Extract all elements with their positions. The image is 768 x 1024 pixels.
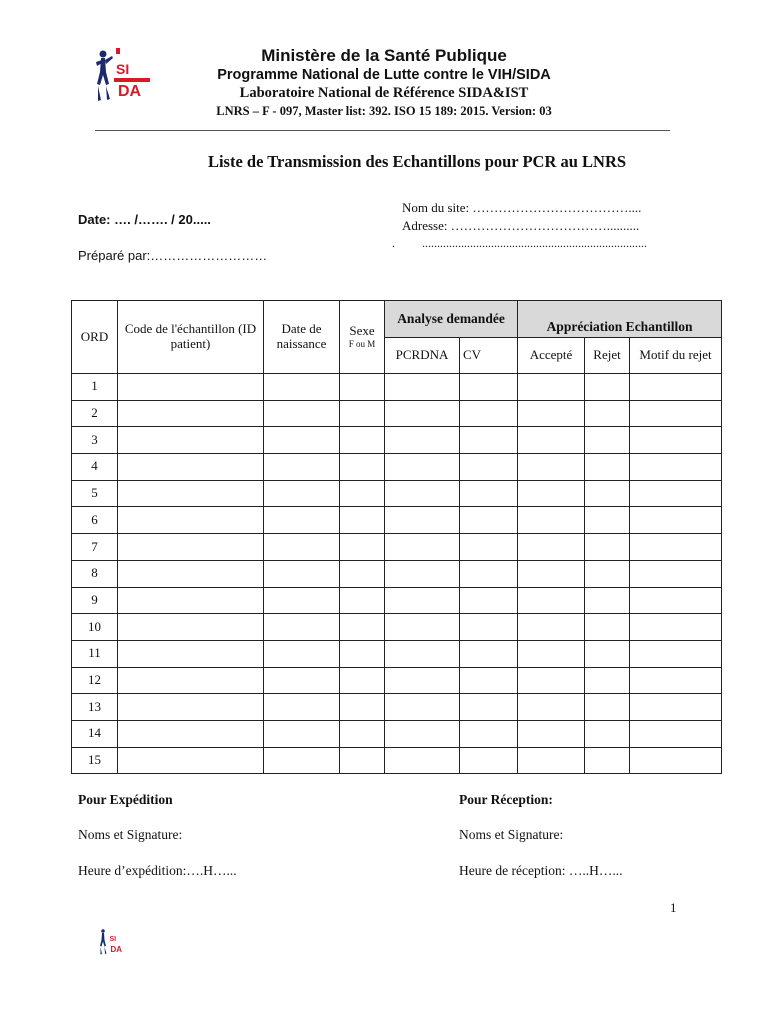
entry-cell[interactable]: [264, 534, 340, 561]
entry-cell[interactable]: [264, 374, 340, 401]
entry-cell[interactable]: [585, 507, 630, 534]
entry-cell[interactable]: [630, 454, 722, 481]
table-row: [72, 720, 722, 747]
entry-cell[interactable]: [460, 400, 518, 427]
reception-time[interactable]: Heure de réception: …..H…...: [459, 863, 623, 878]
svg-text:DA: DA: [118, 83, 142, 100]
entry-cell[interactable]: [630, 480, 722, 507]
header-programme: Programme National de Lutte contre le VIH/SIDA: [217, 67, 551, 83]
entry-cell[interactable]: [630, 560, 722, 587]
entry-cell[interactable]: [118, 694, 264, 721]
row-number: 7: [72, 534, 118, 561]
svg-text:SI: SI: [116, 61, 130, 77]
entry-cell[interactable]: [630, 374, 722, 401]
entry-cell[interactable]: [340, 374, 385, 401]
entry-cell[interactable]: [630, 640, 722, 667]
row-number: 1: [72, 374, 118, 401]
entry-cell[interactable]: [118, 534, 264, 561]
table-row: [72, 640, 722, 667]
header-laboratory: Laboratoire National de Référence SIDA&IST: [239, 85, 529, 101]
header-reference: LNRS – F - 097, Master list: 392. ISO 15 189: 2015. Version: 03: [216, 104, 552, 118]
reception-signature[interactable]: Noms et Signature:: [459, 827, 564, 842]
document-title: Liste de Transmission des Echantillons pour PCR au LNRS: [207, 152, 627, 171]
site-name-field[interactable]: Nom du site: ………………………………....: [402, 200, 642, 215]
column-dob: Date de naissance: [264, 301, 340, 374]
entry-cell[interactable]: [585, 534, 630, 561]
entry-cell[interactable]: [460, 747, 518, 774]
table-row: [72, 694, 722, 721]
header-divider: [95, 130, 670, 131]
entry-cell[interactable]: [630, 667, 722, 694]
row-number: 11: [72, 640, 118, 667]
entry-cell[interactable]: [518, 507, 585, 534]
entry-cell[interactable]: [385, 454, 460, 481]
entry-cell[interactable]: [340, 427, 385, 454]
entry-cell[interactable]: [460, 667, 518, 694]
entry-cell[interactable]: [385, 614, 460, 641]
entry-cell[interactable]: [630, 614, 722, 641]
entry-cell[interactable]: [264, 640, 340, 667]
row-number: 5: [72, 480, 118, 507]
entry-cell[interactable]: [385, 374, 460, 401]
column-pcrdna: PCRDNA: [385, 338, 460, 374]
entry-cell[interactable]: [585, 454, 630, 481]
row-number: 2: [72, 400, 118, 427]
entry-cell[interactable]: [630, 534, 722, 561]
date-field[interactable]: Date: …. /……. / 20.....: [78, 212, 211, 227]
entry-cell[interactable]: [385, 587, 460, 614]
person-figure-icon: [100, 929, 107, 954]
column-ord: ORD: [72, 301, 118, 374]
entry-cell[interactable]: [340, 454, 385, 481]
table-row: [72, 374, 722, 401]
entry-cell[interactable]: [118, 480, 264, 507]
entry-cell[interactable]: [630, 507, 722, 534]
entry-cell[interactable]: [518, 614, 585, 641]
entry-cell[interactable]: [518, 587, 585, 614]
entry-cell[interactable]: [118, 454, 264, 481]
entry-cell[interactable]: [460, 587, 518, 614]
group-appreciation: Appréciation Echantillon: [518, 301, 722, 338]
entry-cell[interactable]: [385, 507, 460, 534]
entry-cell[interactable]: [118, 640, 264, 667]
entry-cell[interactable]: [518, 560, 585, 587]
entry-cell[interactable]: [460, 507, 518, 534]
entry-cell[interactable]: [518, 534, 585, 561]
entry-cell[interactable]: [460, 694, 518, 721]
row-number: 14: [72, 720, 118, 747]
table-row: [72, 400, 722, 427]
address-field[interactable]: Adresse: ………………………………..........: [402, 218, 640, 233]
entry-cell[interactable]: [630, 747, 722, 774]
column-cv: CV: [460, 338, 518, 374]
entry-cell[interactable]: [264, 694, 340, 721]
entry-cell[interactable]: [340, 640, 385, 667]
column-code: Code de l'échantillon (ID patient): [118, 301, 264, 374]
entry-cell[interactable]: [460, 720, 518, 747]
entry-cell[interactable]: [118, 614, 264, 641]
entry-cell[interactable]: [460, 374, 518, 401]
sexe-sub-label: F ou M: [348, 339, 376, 350]
entry-cell[interactable]: [385, 480, 460, 507]
entry-cell[interactable]: [518, 480, 585, 507]
entry-cell[interactable]: [118, 747, 264, 774]
entry-cell[interactable]: [385, 534, 460, 561]
entry-cell[interactable]: [585, 587, 630, 614]
entry-cell[interactable]: [340, 507, 385, 534]
row-number: 15: [72, 747, 118, 774]
table-row: [72, 534, 722, 561]
column-accepte: Accepté: [518, 338, 585, 374]
expedition-time[interactable]: Heure d’expédition:….H…...: [78, 863, 237, 878]
table-row: [72, 560, 722, 587]
entry-cell[interactable]: [630, 400, 722, 427]
table-row: [72, 480, 722, 507]
table-row: [72, 454, 722, 481]
entry-cell[interactable]: [340, 694, 385, 721]
table-row: [72, 667, 722, 694]
entry-cell[interactable]: [630, 694, 722, 721]
entry-cell[interactable]: [585, 667, 630, 694]
entry-cell[interactable]: [518, 640, 585, 667]
entry-cell[interactable]: [518, 747, 585, 774]
table-row: [72, 427, 722, 454]
entry-cell[interactable]: [585, 560, 630, 587]
address-line2-field[interactable]: . ...........................................................................: [392, 236, 647, 250]
table-row: [72, 747, 722, 774]
row-number: 3: [72, 427, 118, 454]
entry-cell[interactable]: [518, 667, 585, 694]
entry-cell[interactable]: [264, 720, 340, 747]
entry-cell[interactable]: [518, 454, 585, 481]
table-row: [72, 614, 722, 641]
entry-cell[interactable]: [518, 694, 585, 721]
entry-cell[interactable]: [585, 427, 630, 454]
svg-text:SI: SI: [109, 936, 117, 943]
entry-cell[interactable]: [460, 614, 518, 641]
sexe-label: Sexe: [349, 323, 375, 339]
entry-cell[interactable]: [264, 507, 340, 534]
entry-cell[interactable]: [340, 587, 385, 614]
sample-table: [71, 300, 722, 774]
entry-cell[interactable]: [385, 720, 460, 747]
entry-cell[interactable]: [518, 374, 585, 401]
entry-cell[interactable]: [340, 480, 385, 507]
entry-cell[interactable]: [585, 614, 630, 641]
entry-cell[interactable]: [518, 400, 585, 427]
entry-cell[interactable]: [385, 747, 460, 774]
entry-cell[interactable]: [385, 694, 460, 721]
entry-cell[interactable]: [585, 747, 630, 774]
entry-cell[interactable]: [340, 614, 385, 641]
entry-cell[interactable]: [340, 667, 385, 694]
page-number: 1: [670, 900, 677, 915]
entry-cell[interactable]: [264, 667, 340, 694]
entry-cell[interactable]: [385, 400, 460, 427]
entry-cell[interactable]: [585, 640, 630, 667]
entry-cell[interactable]: [518, 720, 585, 747]
row-number: 13: [72, 694, 118, 721]
entry-cell[interactable]: [585, 694, 630, 721]
entry-cell[interactable]: [460, 454, 518, 481]
entry-cell[interactable]: [340, 400, 385, 427]
entry-cell[interactable]: [630, 587, 722, 614]
entry-cell[interactable]: [340, 720, 385, 747]
entry-cell[interactable]: [460, 640, 518, 667]
entry-cell[interactable]: [264, 587, 340, 614]
entry-cell[interactable]: [460, 480, 518, 507]
row-number: 6: [72, 507, 118, 534]
entry-cell[interactable]: [264, 480, 340, 507]
group-analyse: Analyse demandée: [385, 301, 518, 338]
reception-title: Pour Réception:: [459, 792, 553, 807]
entry-cell[interactable]: [385, 667, 460, 694]
column-sexe: [340, 301, 385, 374]
entry-cell[interactable]: [630, 427, 722, 454]
entry-cell[interactable]: [460, 560, 518, 587]
entry-cell[interactable]: [385, 640, 460, 667]
row-number: 9: [72, 587, 118, 614]
entry-cell[interactable]: [585, 374, 630, 401]
header-ministry: Ministère de la Santé Publique: [261, 46, 507, 65]
entry-cell[interactable]: [118, 587, 264, 614]
entry-cell[interactable]: [264, 614, 340, 641]
entry-cell[interactable]: [118, 374, 264, 401]
column-rejet: Rejet: [585, 338, 630, 374]
entry-cell[interactable]: [385, 427, 460, 454]
entry-cell[interactable]: [118, 667, 264, 694]
entry-cell[interactable]: [264, 400, 340, 427]
row-number: 8: [72, 560, 118, 587]
table-row: [72, 587, 722, 614]
footer-logo: [93, 926, 133, 956]
entry-cell[interactable]: [585, 400, 630, 427]
expedition-title: Pour Expédition: [78, 792, 173, 807]
entry-cell[interactable]: [118, 560, 264, 587]
entry-cell[interactable]: [518, 427, 585, 454]
entry-cell[interactable]: [264, 560, 340, 587]
entry-cell[interactable]: [585, 720, 630, 747]
row-number: 4: [72, 454, 118, 481]
expedition-signature[interactable]: Noms et Signature:: [78, 827, 183, 842]
row-number: 12: [72, 667, 118, 694]
svg-text:DA: DA: [110, 945, 123, 954]
table-row: [72, 507, 722, 534]
entry-cell[interactable]: [460, 427, 518, 454]
entry-cell[interactable]: [340, 534, 385, 561]
entry-cell[interactable]: [340, 560, 385, 587]
column-motif: Motif du rejet: [630, 338, 722, 374]
entry-cell[interactable]: [460, 534, 518, 561]
entry-cell[interactable]: [340, 747, 385, 774]
entry-cell[interactable]: [118, 427, 264, 454]
prepared-by-field[interactable]: Préparé par:………………………: [78, 248, 268, 263]
entry-cell[interactable]: [630, 720, 722, 747]
entry-cell[interactable]: [118, 400, 264, 427]
entry-cell[interactable]: [264, 747, 340, 774]
entry-cell[interactable]: [118, 720, 264, 747]
entry-cell[interactable]: [264, 427, 340, 454]
entry-cell[interactable]: [585, 480, 630, 507]
row-number: 10: [72, 614, 118, 641]
entry-cell[interactable]: [118, 507, 264, 534]
entry-cell[interactable]: [264, 454, 340, 481]
entry-cell[interactable]: [385, 560, 460, 587]
